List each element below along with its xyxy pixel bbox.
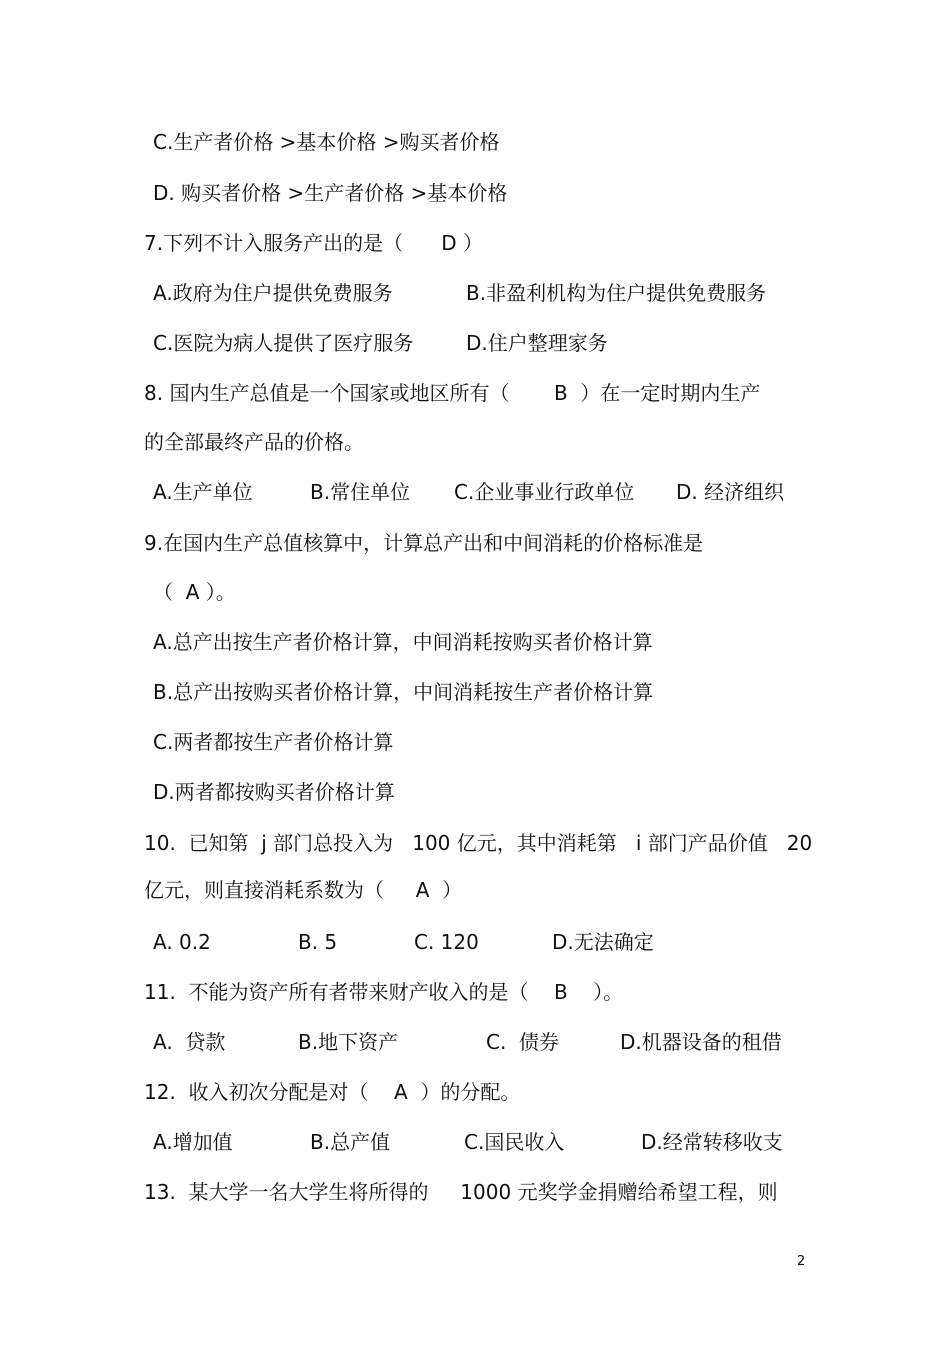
q9-option-d: D.两者都按购买者价格计算 (153, 780, 395, 804)
q8-option-b: B.常住单位 (310, 480, 411, 504)
q10-option-b: B. 5 (298, 930, 338, 954)
q9-option-b: B.总产出按购买者价格计算，中间消耗按生产者价格计算 (153, 680, 654, 704)
question-9-line-1: 9.在国内生产总值核算中，计算总产出和中间消耗的价格标准是 (144, 531, 704, 555)
q7-option-c: C.医院为病人提供了医疗服务 (153, 331, 414, 355)
q9-option-a: A.总产出按生产者价格计算，中间消耗按购买者价格计算 (153, 630, 653, 654)
question-7: 7.下列不计入服务产出的是（ D ） (144, 231, 483, 255)
q8-option-d: D. 经济组织 (676, 480, 785, 504)
q10-option-d: D.无法确定 (552, 930, 654, 954)
question-8-line-1: 8. 国内生产总值是一个国家或地区所有（ B ）在一定时期内生产 (144, 381, 761, 405)
question-11: 11. 不能为资产所有者带来财产收入的是（ B ）。 (144, 980, 624, 1004)
page-number: 2 (797, 1254, 806, 1269)
q6-option-d: D. 购买者价格 >生产者价格 >基本价格 (153, 181, 508, 205)
question-8-line-2: 的全部最终产品的价格。 (144, 430, 364, 454)
q12-option-c: C.国民收入 (464, 1130, 565, 1154)
q11-option-d: D.机器设备的租借 (620, 1030, 782, 1054)
q7-option-d: D.住户整理家务 (466, 331, 608, 355)
q12-option-d: D.经常转移收支 (641, 1130, 783, 1154)
q11-option-a: A. 贷款 (153, 1030, 226, 1054)
q8-option-a: A.生产单位 (153, 480, 253, 504)
question-13-line-1: 13. 某大学一名大学生将所得的 1000 元奖学金捐赠给希望工程，则 (144, 1180, 778, 1204)
q12-option-b: B.总产值 (310, 1130, 391, 1154)
q7-option-b: B.非盈利机构为住户提供免费服务 (466, 281, 767, 305)
q10-option-c: C. 120 (414, 930, 479, 954)
q11-option-c: C. 债券 (486, 1030, 560, 1054)
q8-option-c: C.企业事业行政单位 (454, 480, 635, 504)
question-10-line-2: 亿元，则直接消耗系数为（ A ） (144, 878, 463, 902)
question-12: 12. 收入初次分配是对（ A ）的分配。 (144, 1080, 521, 1104)
q9-option-c: C.两者都按生产者价格计算 (153, 730, 394, 754)
q11-option-b: B.地下资产 (298, 1030, 399, 1054)
q10-option-a: A. 0.2 (153, 930, 211, 954)
q6-option-c: C.生产者价格 >基本价格 >购买者价格 (153, 130, 500, 154)
q7-option-a: A.政府为住户提供免费服务 (153, 281, 393, 305)
question-9-line-2: （ A ）。 (153, 580, 236, 604)
question-10-line-1: 10. 已知第 j 部门总投入为 100 亿元，其中消耗第 i 部门产品价值 20 (144, 831, 813, 855)
q12-option-a: A.增加值 (153, 1130, 233, 1154)
